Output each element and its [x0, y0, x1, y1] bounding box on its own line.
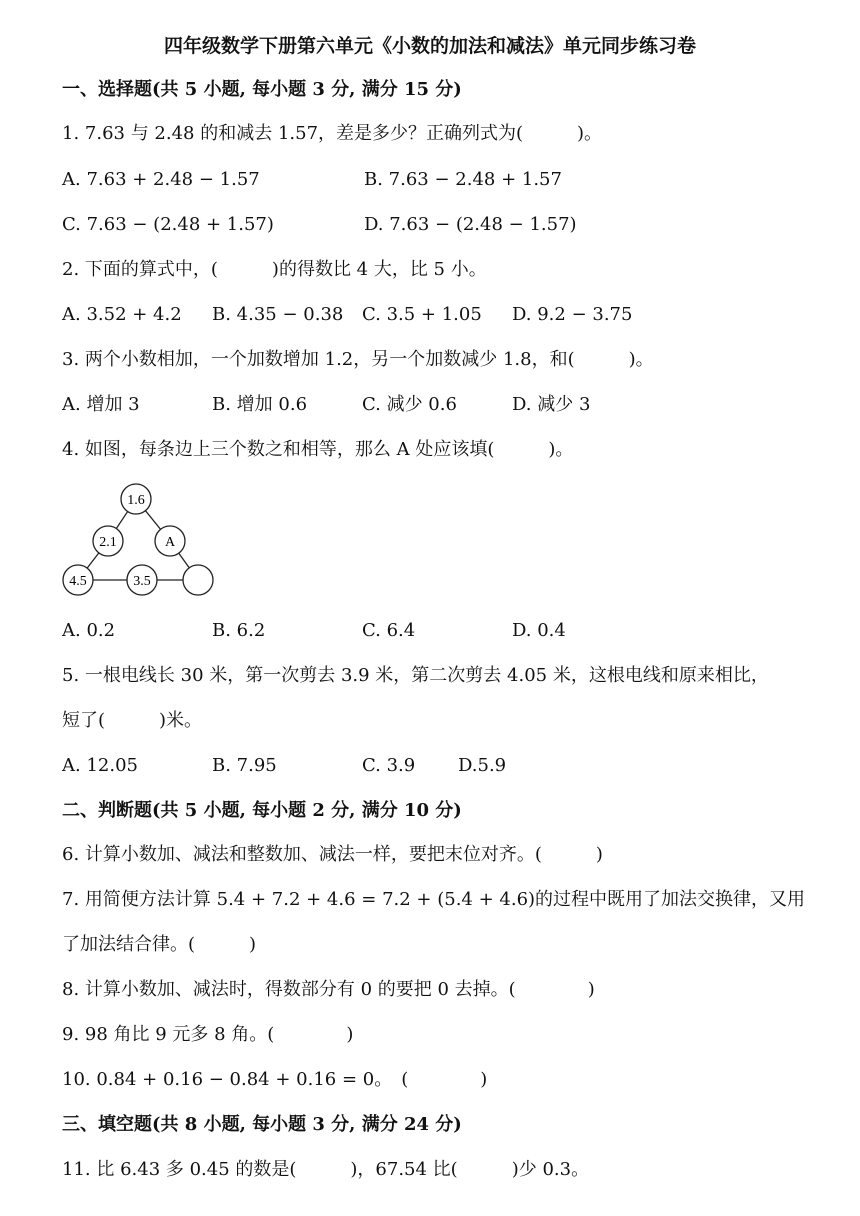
node-top-label: 1.6	[127, 493, 145, 508]
question-6: 6. 计算小数加、减法和整数加、减法一样，要把末位对齐。( )	[62, 844, 603, 865]
q2-option-a: A. 3.52 + 4.2	[62, 304, 182, 325]
question-8: 8. 计算小数加、减法时，得数部分有 0 的要把 0 去掉。( )	[62, 979, 595, 1000]
node-bottom-right	[183, 565, 213, 595]
question-11: 11. 比 6.43 多 0.45 的数是( )，67.54 比( )少 0.3。	[62, 1159, 590, 1180]
question-5: 5. 一根电线长 30 米，第一次剪去 3.9 米，第二次剪去 4.05 米，这根电线和原来相比，	[62, 665, 769, 686]
q4-option-d: D. 0.4	[512, 620, 566, 641]
q4-option-b: B. 6.2	[212, 620, 266, 641]
q2-option-b: B. 4.35 − 0.38	[212, 304, 344, 325]
question-7: 7. 用简便方法计算 5.4 + 7.2 + 4.6 = 7.2 + (5.4 + 4.6)的过程中既用了加法交换律，又用	[62, 889, 806, 910]
question-10: 10. 0.84 + 0.16 − 0.84 + 0.16 = 0。 ( )	[62, 1069, 488, 1090]
q5-option-a: A. 12.05	[62, 755, 138, 776]
q5-option-d: D.5.9	[458, 755, 507, 776]
node-mid-left-label: 2.1	[99, 535, 117, 550]
q3-option-a: A. 增加 3	[62, 394, 140, 415]
node-bottom-mid-label: 3.5	[133, 574, 151, 589]
question-4: 4. 如图，每条边上三个数之和相等，那么 A 处应该填( )。	[62, 439, 574, 460]
q3-option-d: D. 减少 3	[512, 394, 591, 415]
node-bottom-left-label: 4.5	[69, 574, 87, 589]
question-5-continued: 短了( )米。	[62, 710, 203, 731]
q3-option-c: C. 减少 0.6	[362, 394, 457, 415]
q4-option-a: A. 0.2	[62, 620, 116, 641]
q1-option-b: B. 7.63 − 2.48 + 1.57	[364, 169, 562, 190]
q3-option-b: B. 增加 0.6	[212, 394, 308, 415]
question-2: 2. 下面的算式中，( )的得数比 4 大，比 5 小。	[62, 259, 487, 280]
q2-option-d: D. 9.2 − 3.75	[512, 304, 633, 325]
q4-option-c: C. 6.4	[362, 620, 416, 641]
triangle-figure	[58, 480, 218, 600]
q1-option-d: D. 7.63 − (2.48 − 1.57)	[364, 214, 577, 235]
q1-option-c: C. 7.63 − (2.48 + 1.57)	[62, 214, 274, 235]
section-heading-judgement: 二、判断题(共 5 小题, 每小题 2 分, 满分 10 分)	[62, 800, 462, 821]
question-3: 3. 两个小数相加，一个加数增加 1.2，另一个加数减少 1.8，和( )。	[62, 349, 654, 370]
section-heading-choice: 一、选择题(共 5 小题, 每小题 3 分, 满分 15 分)	[62, 79, 462, 100]
question-9: 9. 98 角比 9 元多 8 角。( )	[62, 1024, 354, 1045]
question-7-continued: 了加法结合律。( )	[62, 934, 257, 955]
q5-option-b: B. 7.95	[212, 755, 277, 776]
node-mid-right-label: A	[164, 535, 176, 550]
q2-option-c: C. 3.5 + 1.05	[362, 304, 482, 325]
q5-option-c: C. 3.9	[362, 755, 416, 776]
question-1: 1. 7.63 与 2.48 的和减去 1.57，差是多少？正确列式为( )。	[62, 123, 603, 144]
q1-option-a: A. 7.63 + 2.48 − 1.57	[62, 169, 260, 190]
section-heading-fill-blank: 三、填空题(共 8 小题, 每小题 3 分, 满分 24 分)	[62, 1114, 462, 1135]
page-title: 四年级数学下册第六单元《小数的加法和减法》单元同步练习卷	[163, 35, 696, 57]
